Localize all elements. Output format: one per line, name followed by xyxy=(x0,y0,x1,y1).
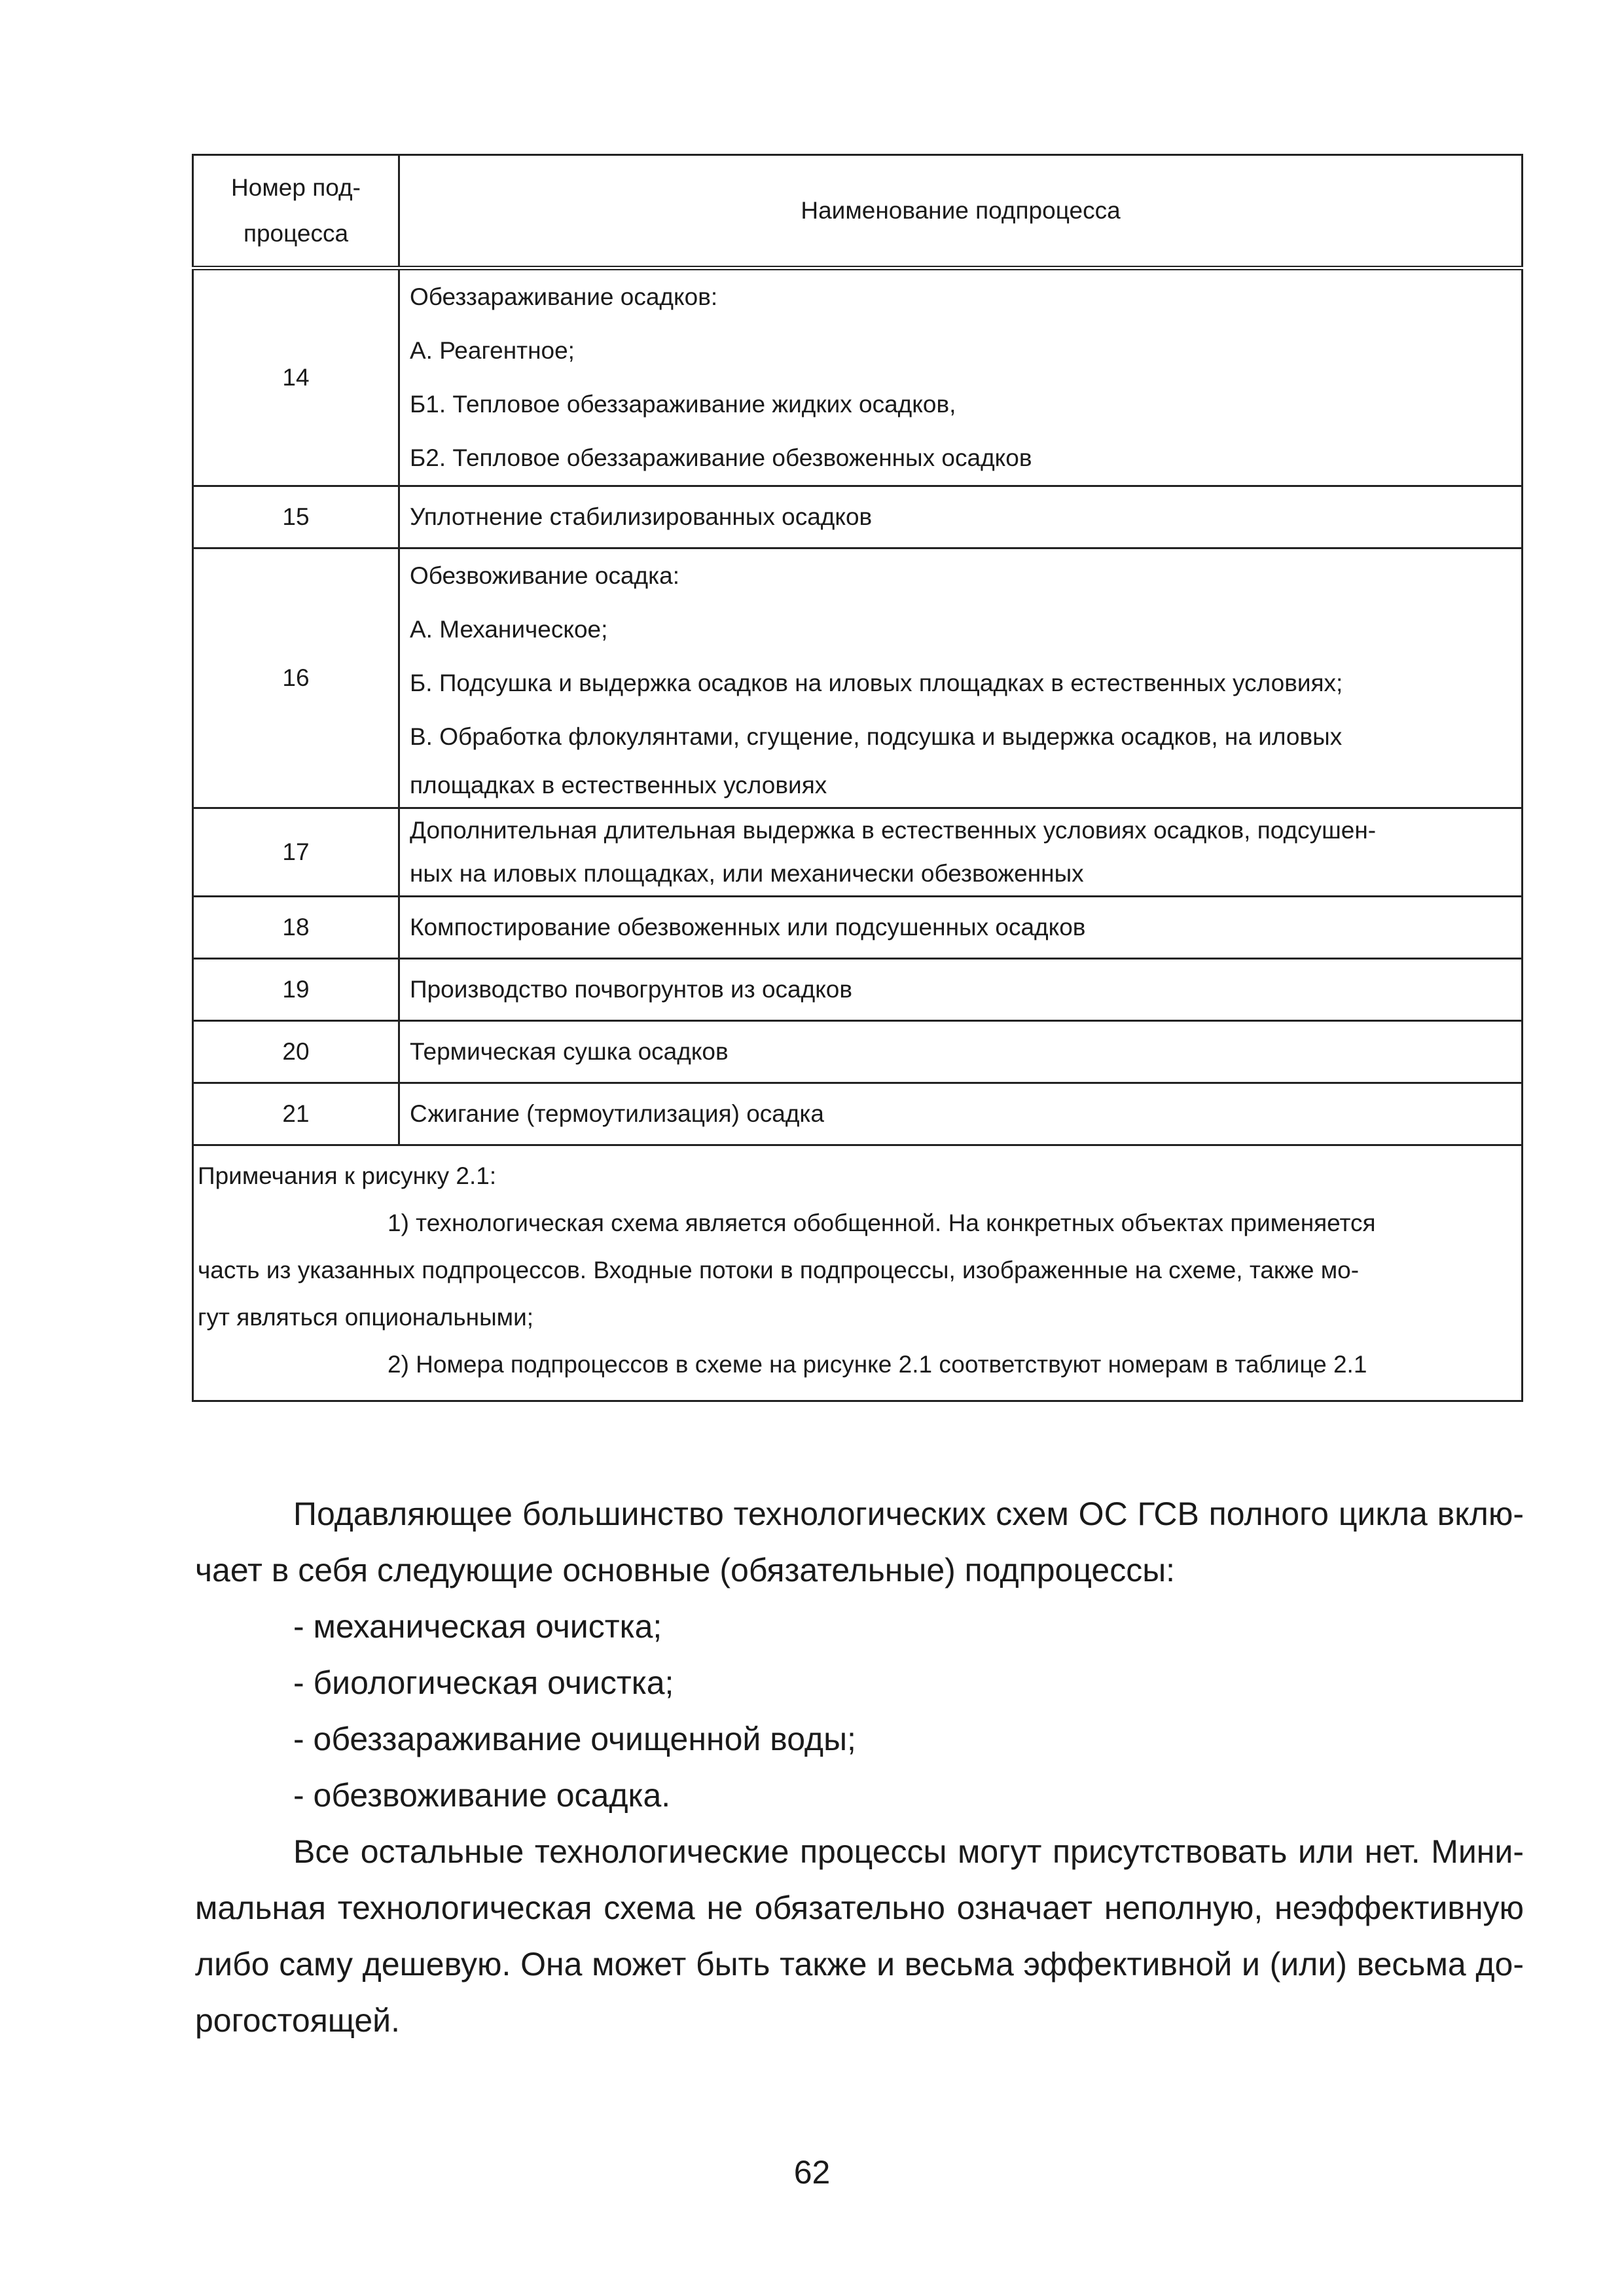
row-line: ных на иловых площадках, или механически обезвоженных xyxy=(410,860,1084,887)
row-line: площадках в естественных условиях xyxy=(410,772,827,798)
header-number-line2: процесса xyxy=(243,220,349,247)
row-line: Б1. Тепловое обеззараживание жидких осадков, xyxy=(410,391,956,418)
row-line: В. Обработка флокулянтами, сгущение, подсушка и выдержка осадков, на иловых xyxy=(410,723,1343,750)
row-number: 16 xyxy=(193,548,399,808)
row-line: Дополнительная длительная выдержка в естественных условиях осадков, подсушен- xyxy=(410,817,1377,844)
note-2: 2) Номера подпроцессов в схеме на рисунке 2.1 соответствуют номерам в таблице 2.1 xyxy=(388,1351,1367,1378)
row-number: 14 xyxy=(193,268,399,486)
body-text xyxy=(195,1486,1524,2049)
row-line: Термическая сушка осадков xyxy=(410,1038,729,1065)
row-name xyxy=(399,808,1523,897)
row-line: Производство почвогрунтов из осадков xyxy=(410,976,853,1003)
row-line: А. Реагентное; xyxy=(410,337,575,364)
page-number: 62 xyxy=(793,2154,831,2191)
note-1-line-3: гут являться опциональными; xyxy=(198,1304,534,1331)
row-number: 17 xyxy=(193,808,399,897)
header-number-cell xyxy=(193,155,399,268)
row-name xyxy=(399,268,1523,486)
row-line: Обезвоживание осадка: xyxy=(410,562,679,589)
row-number: 20 xyxy=(193,1021,399,1083)
row-line: А. Механическое; xyxy=(410,616,608,643)
paragraph-conclusion: Все остальные технологические процессы могут присутствовать или нет. Мини-мальная технологическая схема не обязательно означает неполную, неэффективную либо саму дешевую. Она может быть также и весьма эффективной и (или) весьма до-рогостоящей. xyxy=(195,1833,1524,2039)
row-name xyxy=(399,1021,1523,1083)
table-row xyxy=(193,548,1523,808)
row-number: 18 xyxy=(193,897,399,959)
row-name xyxy=(399,548,1523,808)
row-line: Уплотнение стабилизированных осадков xyxy=(410,503,873,530)
row-number: 21 xyxy=(193,1083,399,1145)
list-item: - обеззараживание очищенной воды; xyxy=(293,1721,856,1757)
row-line: Сжигание (термоутилизация) осадка xyxy=(410,1100,825,1127)
row-name xyxy=(399,1083,1523,1145)
note-1-line-2: часть из указанных подпроцессов. Входные потоки в подпроцессы, изображенные на схеме, также мо- xyxy=(198,1257,1360,1283)
table-row xyxy=(193,268,1523,486)
table-row xyxy=(193,808,1523,897)
header-name-cell: Наименование подпроцесса xyxy=(399,155,1523,268)
header-number-line1: Номер под- xyxy=(231,174,361,201)
table-row xyxy=(193,897,1523,959)
row-line: Б2. Тепловое обеззараживание обезвоженных осадков xyxy=(410,444,1032,471)
row-name xyxy=(399,486,1523,548)
table-notes xyxy=(193,1145,1523,1401)
row-line: Обеззараживание осадков: xyxy=(410,283,718,310)
row-name xyxy=(399,897,1523,959)
row-number: 15 xyxy=(193,486,399,548)
row-line: Компостирование обезвоженных или подсушенных осадков xyxy=(410,914,1086,941)
table-notes-row xyxy=(193,1145,1523,1401)
table-row xyxy=(193,1021,1523,1083)
list-item: - механическая очистка; xyxy=(293,1608,662,1645)
table-header-row xyxy=(193,155,1523,268)
list-item: - биологическая очистка; xyxy=(293,1664,674,1701)
table-row xyxy=(193,486,1523,548)
table-row xyxy=(193,959,1523,1021)
note-1-line-1: 1) технологическая схема является обобщенной. На конкретных объектах применяется xyxy=(388,1210,1376,1236)
notes-title: Примечания к рисунку 2.1: xyxy=(198,1162,497,1189)
subprocess-table xyxy=(192,154,1523,1402)
list-item: - обезвоживание осадка. xyxy=(293,1777,671,1814)
paragraph-intro: Подавляющее большинство технологических схем ОС ГСВ полного цикла вклю-чает в себя следующие основные (обязательные) подпроцессы: xyxy=(195,1496,1524,1588)
row-number: 19 xyxy=(193,959,399,1021)
row-name xyxy=(399,959,1523,1021)
table-row xyxy=(193,1083,1523,1145)
row-line: Б. Подсушка и выдержка осадков на иловых площадках в естественных условиях; xyxy=(410,670,1343,696)
